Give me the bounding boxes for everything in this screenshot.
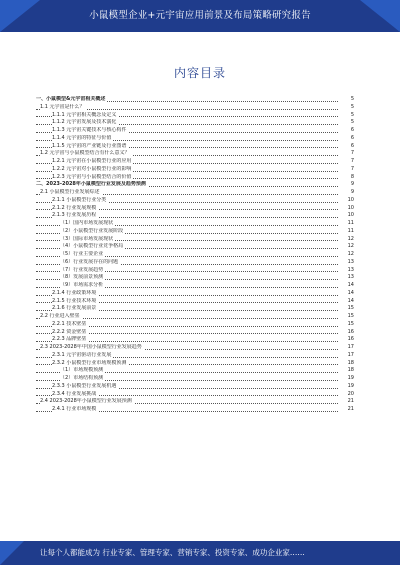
toc-entry[interactable] [36,127,354,135]
footer-slogan: 让每个人都能成为 行业专家、管理专家、营销专家、投资专家、成功企业家…… [40,548,305,557]
toc-entry-page: 15 [347,320,354,327]
toc-entry-label: 2.1.5 行业技术环境 [52,297,97,304]
toc-entry-page: 14 [347,289,354,296]
toc-entry-page: 5 [350,96,354,102]
toc-entry[interactable] [36,313,354,321]
toc-entry-label: 2.2 行业进入壁垒 [40,313,80,319]
toc-entry-page: 14 [347,282,354,288]
toc-entry-label: （2）市场结构预测 [60,375,104,381]
toc-entry[interactable] [36,367,354,375]
toc-entry-page: 17 [347,351,354,358]
toc-entry-page: 7 [350,165,354,172]
toc-entry-label: 2.1 小鼠模型行业发展综述 [40,189,100,195]
toc-entry-label: 2.4.1 行业市场规模 [52,406,97,412]
toc-entry-label: 2.3.2 小鼠模型行业市场规模预测 [52,359,127,366]
toc-entry-label: 二、2023-2028年小鼠模型行业发展及趋势预测 [36,181,146,188]
toc-entry[interactable] [36,212,354,220]
toc-entry-page: 16 [347,336,354,343]
toc-entry-label: 1.1.4 元宇宙的特征与价值 [52,134,112,141]
toc-entry-page: 12 [347,243,354,250]
toc-entry-page: 17 [347,344,354,350]
toc-entry[interactable] [36,112,354,120]
toc-entry-page: 6 [350,127,354,133]
toc-entry-page: 19 [347,382,354,389]
page-header [0,0,400,32]
toc-entry[interactable] [36,282,354,290]
toc-entry-page: 5 [350,111,354,118]
toc-entry[interactable] [36,205,354,213]
toc-entry[interactable] [36,360,354,368]
toc-entry-label: 1.2.2 元宇宙对小鼠模型行业的影响 [52,165,132,172]
toc-entry-label: 2.2.1 技术壁垒 [52,320,87,327]
toc-entry[interactable] [36,228,354,236]
toc-entry-label: （9）市场需求分析 [60,282,104,288]
toc-entry-page: 13 [347,258,354,265]
toc-entry-label: （7）行业发展趋势 [60,266,104,273]
toc-entry[interactable] [36,298,354,306]
toc-entry-page: 6 [350,134,354,141]
toc-entry-label: 2.3.3 小鼠模型行业发展机遇 [52,382,117,389]
report-title: 小鼠模型企业+元宇宙应用前景及布局策略研究报告 [89,10,311,21]
toc-entry-page: 18 [347,359,354,366]
toc-entry-page: 12 [347,251,354,257]
toc-entry-label: 1.1.2 元宇宙发展及技术演化 [52,119,117,126]
toc-entry-label: 1.2 元宇宙与小鼠模型结合有什么意义？ [40,150,130,157]
toc-entry-page: 15 [347,305,354,312]
toc-entry-label: （1）市场规模预测 [60,367,104,374]
toc-entry[interactable] [36,398,354,406]
footer-accent [0,541,24,565]
toc-entry-page: 9 [350,189,354,195]
toc-entry[interactable] [36,181,354,189]
toc-entry[interactable] [36,321,354,329]
toc-entry-label: 2.1.3 行业发展历程 [52,212,97,219]
toc-entry-label: 2.3 2023-2028年中国小鼠模型行业发展趋势 [40,344,142,350]
toc-entry[interactable] [36,174,354,182]
toc-entry[interactable] [36,189,354,197]
toc-entry-label: 1.2.1 元宇宙在小鼠模型行业的应用 [52,158,132,164]
toc-entry-page: 21 [347,398,354,405]
toc-entry-label: 2.1.4 行业政策环境 [52,289,97,296]
toc-entry[interactable] [36,158,354,166]
toc-entry-page: 12 [347,235,354,242]
toc-entry[interactable] [36,336,354,344]
toc-entry[interactable] [36,259,354,267]
toc-entry-label: 2.1.2 行业发展规模 [52,204,97,211]
toc-entry[interactable] [36,143,354,151]
toc-entry-page: 20 [347,390,354,397]
toc-entry-label: 2.1.1 小鼠模型行业分类 [52,196,107,203]
toc-entry-label: 1.1.3 元宇宙关键技术与核心构件 [52,127,127,133]
toc-entry-label: （3）国际市场发展现状 [60,235,114,242]
toc-entry-label: （5）行业主要企业 [60,251,104,257]
toc-entry-page: 14 [347,297,354,304]
toc-entry-label: （8）发展前景预测 [60,274,104,281]
toc-entry-page: 15 [347,313,354,319]
toc-entry[interactable] [36,197,354,205]
toc-entry-label: 1.1 元宇宙是什么？ [40,103,85,110]
toc-entry-page: 13 [347,274,354,281]
table-of-contents [36,96,354,414]
toc-entry-label: 2.1.6 行业发展前景 [52,305,97,312]
toc-entry[interactable] [36,251,354,259]
toc-entry-page: 13 [347,266,354,273]
toc-entry-page: 7 [350,150,354,157]
toc-entry-label: 1.1.5 元宇宙的产业链及行业图谱 [52,142,127,149]
toc-entry-label: 2.3.4 行业发展挑战 [52,390,97,397]
toc-entry-label: 2.4 2023-2028年小鼠模型行业发展预测 [40,398,132,405]
toc-entry-label: （1）国内市场发展现状 [60,220,114,226]
toc-entry[interactable] [36,329,354,337]
toc-entry-label: （4）小鼠模型行业竞争格局 [60,243,124,250]
page-footer [0,541,400,565]
toc-entry[interactable] [36,383,354,391]
toc-entry-label: 2.2.2 资金壁垒 [52,328,87,335]
toc-entry[interactable] [36,305,354,313]
toc-entry[interactable] [36,96,354,104]
toc-entry-page: 18 [347,367,354,374]
toc-entry-label: 1.1.1 元宇宙相关概念及定义 [52,111,117,118]
toc-entry-page: 11 [347,220,354,226]
toc-entry-page: 19 [347,375,354,381]
toc-entry-page: 5 [350,119,354,126]
toc-entry[interactable] [36,375,354,383]
toc-entry[interactable] [36,119,354,127]
toc-entry[interactable] [36,150,354,158]
toc-entry-page: 10 [347,204,354,211]
toc-entry[interactable] [36,274,354,282]
toc-entry[interactable] [36,406,354,414]
toc-entry-page: 21 [347,406,354,412]
toc-heading: 内容目录 [173,66,226,80]
toc-entry-label: （6）行业发展存在的问题 [60,258,119,265]
toc-entry-page: 7 [350,158,354,164]
toc-entry-page: 5 [350,103,354,110]
toc-entry[interactable] [36,135,354,143]
toc-entry[interactable] [36,104,354,112]
toc-entry-label: 1.2.3 元宇宙与小鼠模型结合的价值 [52,173,132,180]
toc-entry-page: 11 [347,227,354,234]
toc-entry-label: 一、小鼠模型&元宇宙相关概述 [36,96,106,102]
toc-entry-label: 2.2.3 品牌壁垒 [52,336,87,343]
toc-entry[interactable] [36,166,354,174]
toc-entry[interactable] [36,391,354,399]
toc-entry[interactable] [36,236,354,244]
toc-entry[interactable] [36,352,354,360]
toc-entry-page: 8 [350,173,354,180]
toc-entry-page: 10 [347,196,354,203]
toc-entry[interactable] [36,267,354,275]
toc-entry-label: 2.3.1 元宇宙驱动行业发展 [52,351,112,358]
toc-entry-page: 16 [347,328,354,335]
toc-entry[interactable] [36,220,354,228]
toc-entry[interactable] [36,243,354,251]
toc-entry-page: 6 [350,142,354,149]
toc-entry-page: 9 [350,181,354,188]
toc-entry[interactable] [36,344,354,352]
toc-entry-page: 10 [347,212,354,219]
toc-entry-label: （2）小鼠模型行业发展阶段 [60,227,124,234]
toc-entry[interactable] [36,290,354,298]
